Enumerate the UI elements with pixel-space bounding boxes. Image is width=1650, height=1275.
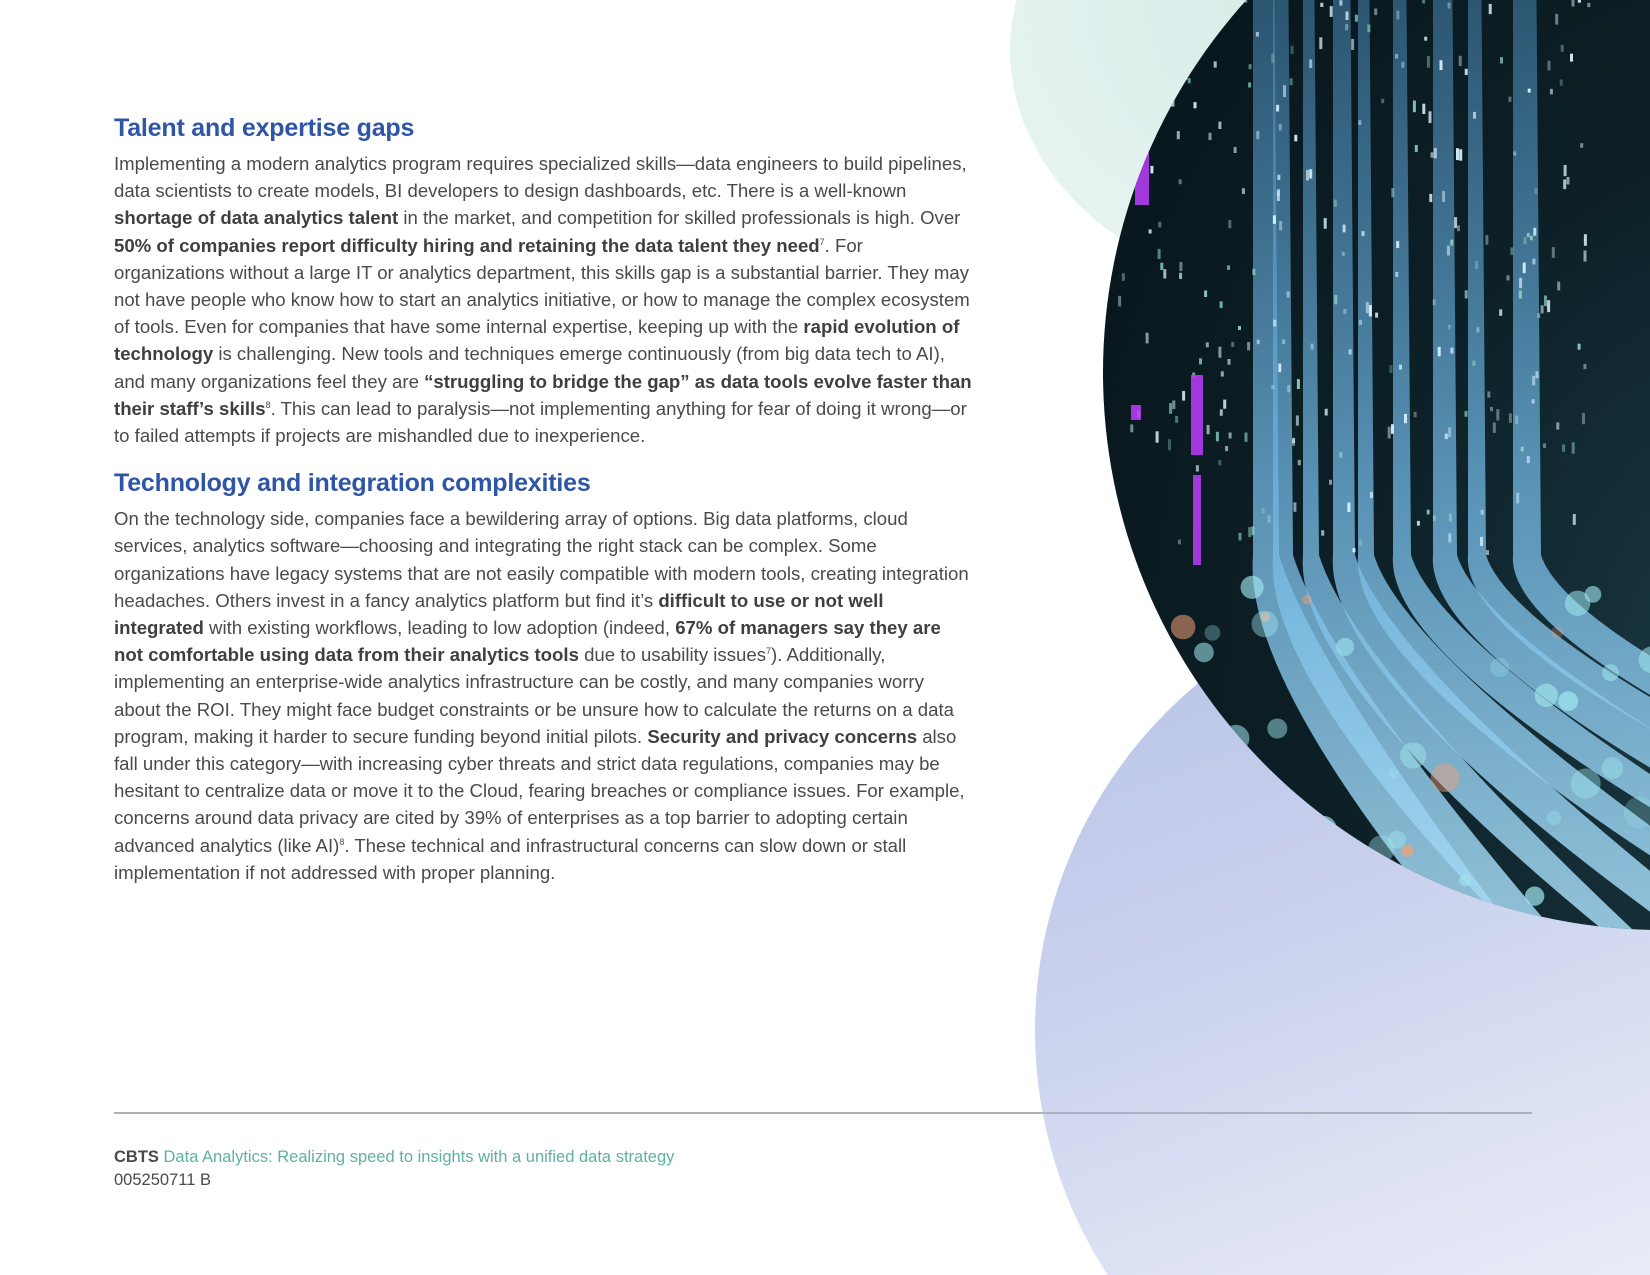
page-footer [114, 1148, 674, 1190]
page-number: 10 [1513, 1150, 1531, 1167]
footnote-ref: 8 [339, 836, 345, 847]
section-paragraph-talent: Implementing a modern analytics program requires specialized skills—data engineers to build pipelines, data scientists to create models, BI developers to design dashboards, etc. There is a well-known shortage of data analytics talent in the market, and competition for skilled professionals is high. Over 50% of companies report difficulty hiring and retaining the data talent they need$^7$. For organizations without a large IT or analytics department, this skills gap is a substantial barrier. They may not have people who know how to start an analytics initiative, or how to manage the complex ecosystem of tools. Even for companies that have some internal expertise, keeping up with the rapid evolution of technology is challenging. New tools and techniques emerge continuously (from big data tech to AI), and many organizations feel they are “struggling to bridge the gap” as data tools evolve faster than their staff’s skills$^8$. This can lead to paralysis—not implementing anything for fear of doing it wrong—or to failed attempts if projects are mishandled due to inexperience. [114, 153, 972, 447]
section-heading-technology: Technology and integration complexities [114, 469, 591, 498]
footnote-ref: 8 [265, 399, 271, 410]
section-paragraph-technology: On the technology side, companies face a bewildering array of options. Big data platforms, cloud services, analytics software—choosing and integrating the right stack can be complex. Some organizations have legacy systems that are not easily compatible with modern tools, creating integration headaches. Others invest in a fancy analytics platform but find it’s difficult to use or not well integrated with existing workflows, leading to low adoption (indeed, 67% of managers say they are not comfortable using data from their analytics tools due to usability issues$^7$). Additionally, implementing an enterprise-wide analytics infrastructure can be costly, and many companies worry about the ROI. They might face budget constraints or be unsure how to calculate the returns on a data program, making it harder to secure funding beyond initial pilots. Security and privacy concerns also fall under this category—with increasing cyber threats and strict data regulations, companies may be hesitant to centralize data or move it to the Cloud, fearing breaches or compliance issues. For example, concerns around data privacy are cited by 39% of enterprises as a top barrier to adopting certain advanced analytics (like AI)$^8$. These technical and infrastructural concerns can slow down or stall implementation if not addressed with proper planning. [114, 508, 969, 883]
brand-name: CBTS [114, 1148, 159, 1166]
data-light-streaks-graphic [1103, 0, 1650, 930]
footnote-ref: 7 [766, 646, 772, 657]
footnote-ref: 7 [819, 236, 825, 247]
document-id: 005250711 B [114, 1171, 211, 1189]
section-heading-talent: Talent and expertise gaps [114, 114, 415, 142]
data-tunnel-image [1103, 0, 1650, 930]
footer-divider [114, 1112, 1532, 1114]
footer-title-line [114, 1148, 674, 1167]
document-title: Data Analytics: Realizing speed to insights with a unified data strategy [163, 1148, 675, 1166]
main-content [114, 110, 974, 886]
